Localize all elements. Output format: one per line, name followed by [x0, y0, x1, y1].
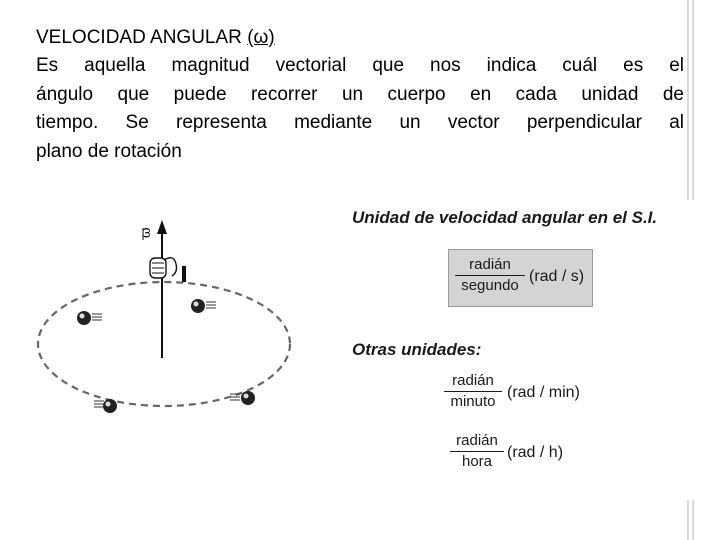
definition-line: ángulo que puede recorrer un cuerpo en cada unidad de — [36, 83, 684, 105]
other-unit-fraction — [444, 372, 502, 410]
fraction-bar — [455, 275, 525, 276]
edge-line-outer — [687, 0, 689, 200]
edge-line-outer-bottom — [687, 500, 689, 540]
definition-line: plano de rotación — [36, 140, 182, 162]
rotating-sphere-icon — [191, 299, 216, 313]
si-unit-denominator: segundo — [461, 277, 519, 294]
other-units-heading: Otras unidades: — [352, 340, 482, 359]
si-unit-numerator: radián — [469, 256, 511, 273]
right-hand-rule-icon — [150, 258, 186, 282]
other-unit-numerator: radián — [456, 432, 498, 449]
definition-line: Es aquella magnitud vectorial que nos indica cuál es el — [36, 55, 684, 76]
rotating-sphere-icon — [94, 399, 117, 413]
other-unit-numerator: radián — [452, 372, 494, 389]
edge-line-inner-bottom — [692, 500, 694, 540]
slide-title — [36, 24, 275, 52]
other-unit-abbr: (rad / h) — [507, 444, 564, 461]
other-unit-fraction — [450, 432, 504, 470]
si-unit-fraction — [455, 256, 525, 294]
other-unit-abbr: (rad / min) — [507, 384, 580, 401]
definition-paragraph — [36, 52, 684, 166]
vector-arrowhead — [157, 220, 167, 234]
definition-line: tiempo. Se representa mediante un vector perpendicular al — [36, 112, 684, 133]
rotation-illustration — [34, 218, 334, 428]
fraction-bar — [444, 391, 502, 392]
edge-line-inner — [692, 0, 694, 200]
title-symbol: (ω) — [247, 27, 275, 48]
fraction-bar — [450, 451, 504, 452]
si-unit-abbr: (rad / s) — [529, 268, 585, 285]
other-unit-denominator: minuto — [450, 393, 496, 410]
other-unit-denominator: hora — [461, 453, 493, 470]
si-units-heading: Unidad de velocidad angular en el S.I. — [352, 208, 658, 227]
vector-label: ω — [139, 227, 154, 238]
orbit-path — [38, 282, 290, 406]
units-panel — [350, 200, 690, 480]
rotating-sphere-icon — [77, 311, 102, 325]
si-unit-box — [448, 249, 593, 307]
title-text: VELOCIDAD ANGULAR — [36, 27, 242, 48]
